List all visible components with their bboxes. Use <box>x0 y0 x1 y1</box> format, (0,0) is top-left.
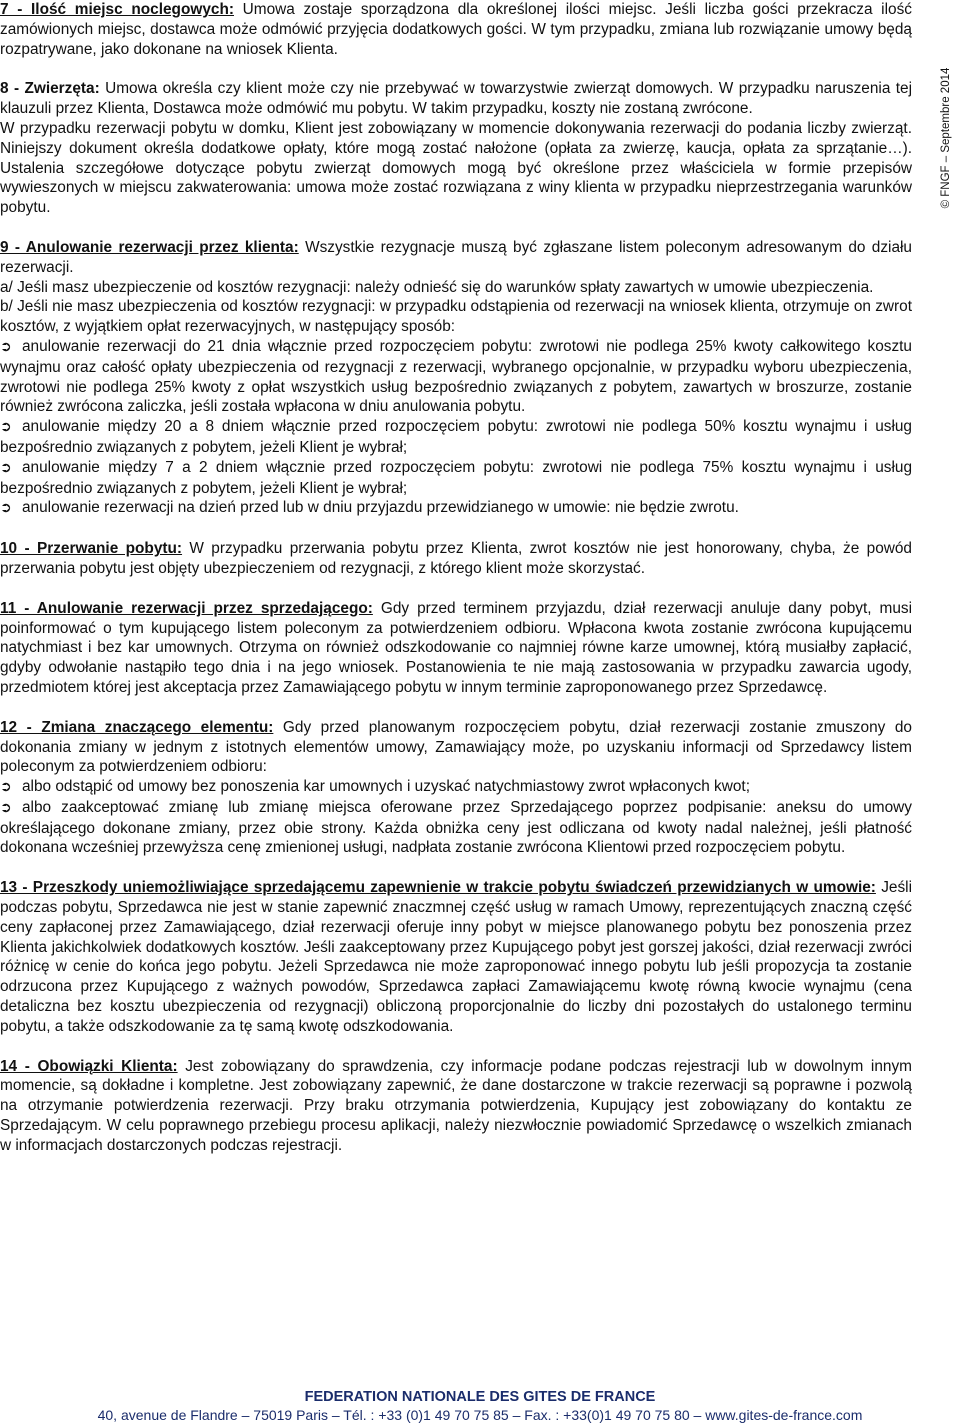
section-9-bullet-text: anulowanie między 7 a 2 dniem włącznie przed rozpoczęciem pobytu: zwrotowi nie podlega 75% kosztu wynajmu i usług bezpośrednio związanych z pobytem, jeżeli Klient je wybrał; <box>0 458 912 497</box>
section-9-bullet-text: anulowanie między 20 a 8 dniem włącznie przed rozpoczęciem pobytu: zwrotowi nie podlega 50% kosztu wynajmu i usług bezpośrednio związanych z pobytem, jeżeli Klient je wybrał; <box>0 418 912 456</box>
section-7-heading: 7 - Ilość miejsc noclegowych: <box>0 1 234 18</box>
arrow-right-icon: ➲ <box>0 779 12 796</box>
section-10-heading: 10 - Przerwanie pobytu: <box>0 540 183 558</box>
copyright-text: © FNGF – Septembre 2014 <box>940 67 952 209</box>
copyright-side-note <box>936 43 956 233</box>
section-9-bullet-text: anulowanie rezerwacji do 21 dnia włącznie przed rozpoczęciem pobytu: zwrotowi nie podlega 25% kwoty całkowitego kosztu wynajmu oraz całość opłaty ubezpieczenia od rezygnacji z rezerwacji, wybranego opcjonalnie, w przypadku wyboru ubezpieczenia, zwrotowi nie podlega 25% kwoty z opłat wszystkich usług bezpośrednio związanych z pobytem, zawartych w broszurze, zostanie również zwrócona zaliczka, jeśli została wpłacona w dniu anulowania pobytu. <box>0 337 912 416</box>
section-13 <box>0 878 912 1036</box>
section-13-heading: 13 - Przeszkody uniemożliwiające sprzedającemu zapewnienie w trakcie pobytu świadczeń przewidzianych w umowie: <box>0 879 876 897</box>
section-9-option-b: b/ Jeśli nie masz ubezpieczenia od kosztów rezygnacji: w przypadku odstąpienia od rezerwacji na wniosek klienta, otrzymuje on zwrot kosztów, z wyjątkiem opłat rezerwacyjnych, w następujący sposób: <box>0 298 912 336</box>
section-12-bullet <box>0 777 912 798</box>
section-8-paragraph-2: W przypadku rezerwacji pobytu w domku, Klient jest zobowiązany w momencie dokonywania rezerwacji do podania liczby zwierząt. Niniejszy dokument określa dodatkowe opłaty, które mogą zostać nałożone (opłata za zwierzę, kaucja, opłata za sprzątanie…). Ustalenia szczegółowe dotyczące pobytu zwierząt domowych mogą być określone przez właściciela w formie przepisów wywieszonych w miejscu zakwaterowania: umowa może zostać rozwiązana z winy klienta w przypadku nieprzestrzegania warunków pobytu. <box>0 119 912 217</box>
arrow-right-icon: ➲ <box>0 500 12 517</box>
section-13-text: Jeśli podczas pobytu, Sprzedawca nie jest w stanie zapewnić znaczmnej część usług w ramach Umowy, reprezentujących znaczną część ceny zapłaconej przez Zamawiającego, dział rezerwacji oferuje inny pobyt w miejsce planowanego pobytu bez ponoszenia przez Klienta jakichkolwiek dodatkowych kosztów. Jeśli zaakceptowany przez Kupującego pobyt jest gorszej jakości, dział rezerwacji zwróci różnicę w cenie do końca jego pobytu. Jeżeli Sprzedawca nie może zaproponować innego pobytu lub jeśli propozycja ta zostanie odrzucona przez Kupującego z ważnych powodów, Sprzedawca zapłaci Zamawiającemu kwotę równą kwocie wynajmu (cena detaliczna bez kosztu ubezpieczenia od rezygnacji) obliczoną proporcjonalnie do liczby dni pozostałych do ustalonego terminu pobytu, a także odszkodowanie za tę samą kwotę odszkodowania. <box>0 879 912 1035</box>
section-9-bullet <box>0 337 912 417</box>
section-9-text: Wszystkie rezygnacje muszą być zgłaszane listem poleconym adresowanym do działu rezerwacji. <box>0 238 912 276</box>
arrow-right-icon: ➲ <box>0 799 12 816</box>
arrow-right-icon: ➲ <box>0 338 12 355</box>
section-12-text: Gdy przed planowanym rozpoczęciem pobytu, dział rezerwacji zostanie zmuszony do dokonania zmiany w jednym z istotnych elementów umowy, Zamawiający może, po uzyskaniu informacji od Sprzedawcy listem poleconym za potwierdzeniem odbioru: <box>0 718 912 776</box>
section-9-bullet <box>0 498 912 519</box>
section-9-heading: 9 - Anulowanie rezerwacji przez klienta: <box>0 238 299 256</box>
section-8-heading: 8 - Zwierzęta: <box>0 80 100 98</box>
section-11 <box>0 599 912 698</box>
section-14 <box>0 1057 912 1156</box>
page-footer <box>0 1388 960 1424</box>
section-8 <box>0 79 912 119</box>
section-14-text: Jest zobowiązany do sprawdzenia, czy informacje podane podczas rejestracji lub w dowolnym innym momencie, są dokładne i kompletne. Jest zobowiązany zapewnić, że dane dostarczone w trakcie rezerwacji są poprawne i pozwolą na otrzymanie potwierdzenia rezerwacji. Przy braku otrzymania potwierdzenia, Kupujący jest zobowiązany do kontaktu ze Sprzedającym. W celu poprawnego przebiegu procesu aplikacji, należy niezwłocznie powiadomić Sprzedawcę o wszelkich zmianach w informacjach dostarczonych podczas rejestracji. <box>0 1057 912 1154</box>
section-7 <box>0 0 912 59</box>
section-12-bullet <box>0 798 912 858</box>
section-10 <box>0 539 912 579</box>
section-12-heading: 12 - Zmiana znaczącego elementu: <box>0 718 274 736</box>
footer-organization: FEDERATION NATIONALE DES GITES DE FRANCE <box>304 1389 656 1405</box>
section-8-text: Umowa określa czy klient może czy nie przebywać w towarzystwie zwierząt domowych. W przypadku naruszenia tej klauzuli przez Klienta, Dostawca może odmówić mu pobytu. W takim przypadku, koszty nie zostaną zwrócone. <box>0 80 913 118</box>
section-9-option-a: a/ Jeśli masz ubezpieczenie od kosztów rezygnacji: należy odnieść się do warunków spłaty zawartych w umowie ubezpieczenia. <box>0 278 874 296</box>
section-10-text: W przypadku przerwania pobytu przez Klienta, zwrot kosztów nie jest honorowany, chyba, że powód przerwania pobytu jest objęty ubezpieczeniem od rezygnacji, z którego klient może skorzystać. <box>0 540 912 577</box>
section-7-text: Umowa zostaje sporządzona dla określonej ilości miejsc. Jeśli liczba gości przekracza ilość zamówionych miejsc, dostawca może odmówić przyjęcia dodatkowych gości. W tym przypadku, zmiana lub rozwiązanie umowy będą rozpatrywane, jako dokonane na wniosek Klienta. <box>0 1 912 58</box>
section-9-bullet-text: anulowanie rezerwacji na dzień przed lub w dniu przyjazdu przewidzianego w umowie: nie będzie zwrotu. <box>22 499 739 517</box>
section-14-heading: 14 - Obowiązki Klienta: <box>0 1057 178 1075</box>
section-9-bullet <box>0 458 912 499</box>
arrow-right-icon: ➲ <box>0 459 12 476</box>
section-12-bullet-text: albo odstąpić od umowy bez ponoszenia kar umownych i uzyskać natychmiastowy zwrot wpłaconych kwot; <box>22 778 750 796</box>
section-12-bullet-text: albo zaakceptować zmianę lub zmianę miejsca oferowane przez Sprzedającego poprzez podpisanie: aneksu do umowy określającego dokonane zmiany, przez obie strony. Każda obniżka ceny jest odliczana od kwoty nadal należnej, jeśli płatność dokonana wcześniej przewyższa cenę zmienionej usługi, nadpłata zostanie zwrócona Klientowi przed rozpoczęciem pobytu. <box>0 798 912 857</box>
section-11-heading: 11 - Anulowanie rezerwacji przez sprzedającego: <box>0 599 373 617</box>
section-9 <box>0 238 912 278</box>
arrow-right-icon: ➲ <box>0 419 12 436</box>
footer-address: 40, avenue de Flandre – 75019 Paris – Tél. : +33 (0)1 49 70 75 85 – Fax. : +33(0)1 49 70 75 80 – www.gites-de-france.com <box>97 1407 863 1423</box>
section-9-bullet <box>0 417 912 458</box>
section-12 <box>0 718 912 777</box>
section-11-text: Gdy przed terminem przyjazdu, dział rezerwacji anuluje dany pobyt, musi poinformować o tym kupującego listem poleconym za potwierdzeniem odbioru. Wpłacona kwota zostanie zwrócona kupującemu natychmiast i bez kar umownych. Otrzyma on również odszkodowanie co najmniej równe karze umownej, którą musiałby zapłacić, gdyby odwołanie nastąpiło tego dnia i na jego wniosek. Postanowienia te nie mają zastosowania w przypadku zawarcia ugody, przedmiotem której jest akceptacja przez Zamawiającego pobytu w innym terminie zaproponowanego przez Sprzedawcę. <box>0 599 912 696</box>
